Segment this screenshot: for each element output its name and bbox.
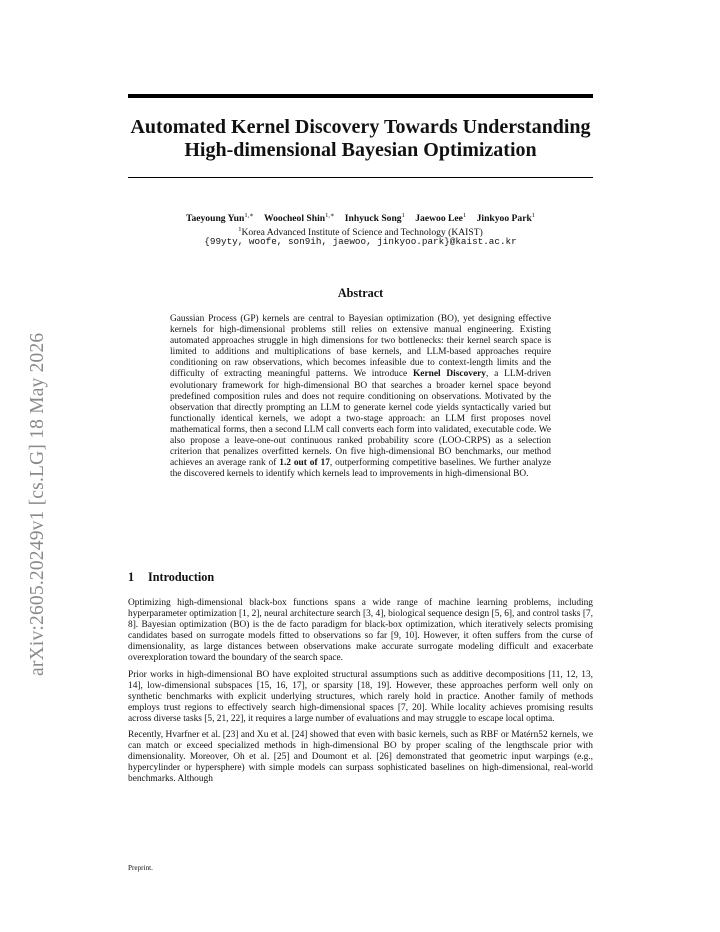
title-line-1: Automated Kernel Discovery Towards Understanding — [130, 116, 591, 138]
abstract-heading: Abstract — [337, 286, 384, 300]
author: Woocheol Shin$^{1,∗}$ — [264, 212, 335, 225]
author-list — [128, 210, 593, 225]
affiliation: $^1$Korea Advanced Institute of Science and Technology (KAIST) — [238, 226, 483, 239]
rank-highlight: 1.2 out of 17 — [279, 458, 330, 469]
section-title: Introduction — [148, 570, 215, 584]
method-name: Kernel Discovery — [412, 369, 486, 380]
introduction-body — [128, 598, 593, 791]
title-bottom-rule — [128, 177, 593, 178]
paragraph: Recently, Hvarfner et al. [23] and Xu et al. [24] showed that even with basic kernels, such as RBF or Matérn52 kernels, we can match or exceed specialized methods in high-dimensional BO by proper scaling of the lengthscale prior with dimensionality. Moreover, Oh et al. [25] and Doumont et al. [26] demonstrated that geometric input warpings (e.g., hypercylinder or hypersphere) with simple models can surpass sophisticated baselines on high-dimensional, real-world benchmarks. Although — [128, 730, 593, 785]
paragraph: Prior works in high-dimensional BO have exploited structural assumptions such as additive decompositions [11, 12, 13, 14], low-dimensional subspaces [15, 16, 17], or sparsity [18, 19]. However, these approaches perform well only on synthetic benchmarks with explicit underlying structures, which rarely hold in practice. Another family of methods employs trust regions to effectively search high-dimensional spaces [7, 20]. While locality achieves promising results across diverse tasks [5, 21, 22], it requires a large number of evaluations and may struggle to escape local optima. — [128, 669, 593, 724]
paper-title — [128, 116, 593, 162]
abstract-text: Gaussian Process (GP) kernels are central to Bayesian optimization (BO), yet designing effective kernels for high-dimensional problems still relies on extensive manual engineering. Existing automated approaches struggle in high dimensions for two bottlenecks: their kernel search space is limited to additions and multiplications of base kernels, and LLM-based approaches require conditioning on raw observations, which becomes infeasible due to context-length limits and the difficulty of extracting meaningful patterns. We introduce Kernel Discovery, a LLM-driven evolutionary framework for high-dimensional BO that searches a broader kernel space beyond predefined composition rules and does not require conditioning on observations. Motivated by the observation that directly prompting an LLM to generate kernel code yields syntactically varied but functionally identical kernels, we adopt a two-stage approach: an LLM first proposes novel mathematical forms, then a second LLM call converts each form into validated, executable code. We also propose a leave-one-out continuous ranked probability score (LOO-CRPS) as a selection criterion that penalizes overfitted kernels. On five high-dimensional BO benchmarks, our method achieves an average rank of 1.2 out of 17, outperforming competitive baselines. We further analyze the discovered kernels to identify which kernels lead to improvements in high-dimensional BO. — [170, 314, 551, 480]
arxiv-identifier: arXiv:2605.20249v1 [cs.LG] 18 May 2026 — [27, 332, 48, 676]
author: Jaewoo Lee$^1$ — [415, 212, 467, 225]
author: Taeyoung Yun$^{1,∗}$ — [185, 212, 254, 225]
section-heading-introduction — [128, 570, 593, 585]
title-line-2: High-dimensional Bayesian Optimization — [184, 139, 537, 161]
title-top-rule — [128, 94, 593, 98]
section-number: 1 — [128, 570, 135, 584]
author: Inhyuck Song$^1$ — [344, 212, 405, 225]
paragraph: Optimizing high-dimensional black-box functions spans a wide range of machine learning problems, including hyperparameter optimization [1, 2], neural architecture search [3, 4], biological sequence design [5, 6], and control tasks [7, 8]. Bayesian optimization (BO) is the de facto paradigm for black-box optimization, which iteratively selects promising candidates based on surrogate models fitted to observations so far [9, 10]. However, it often suffers from the curse of dimensionality, as large distances between observations make accurate surrogate modeling difficult and exacerbate overexploration toward the boundary of the search space. — [128, 598, 593, 664]
author-emails: {99yty, woofe, son9ih, jaewoo, jinkyoo.park}@kaist.ac.kr — [204, 236, 517, 247]
author: Jinkyoo Park$^1$ — [476, 212, 536, 225]
preprint-footnote: Preprint. — [128, 864, 153, 872]
